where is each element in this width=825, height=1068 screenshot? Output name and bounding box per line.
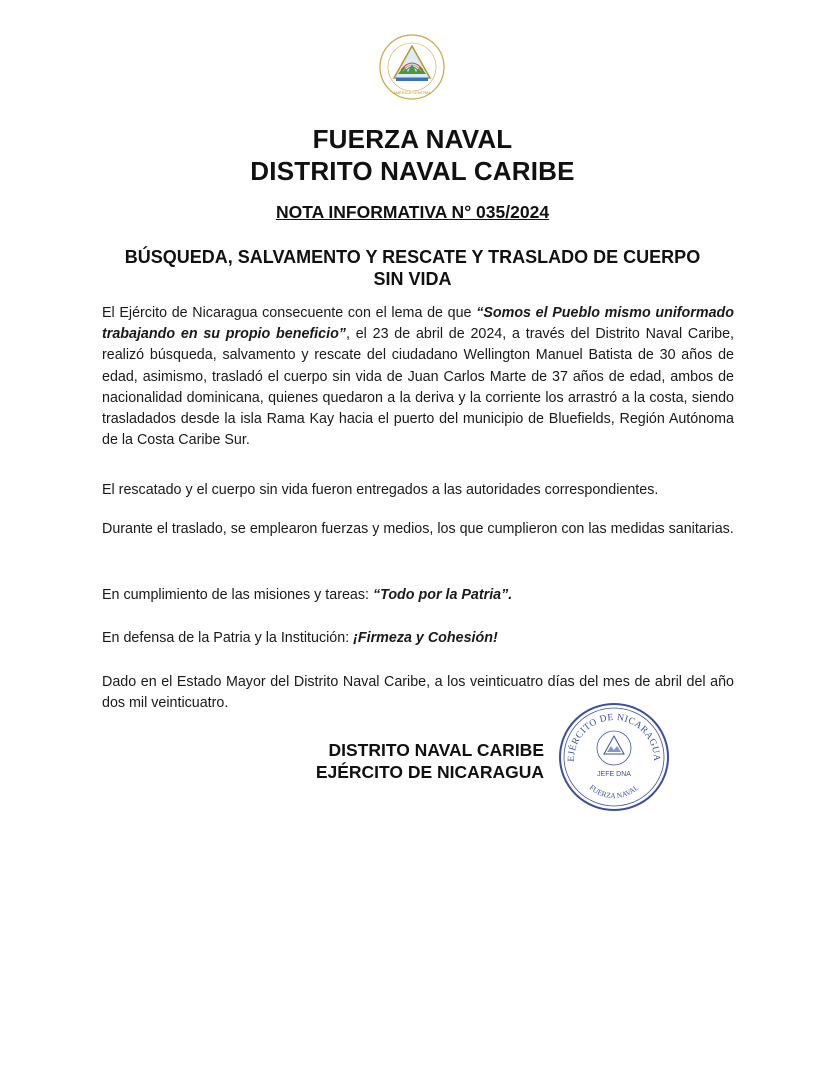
motto-firmeza: ¡Firmeza y Cohesión! [353,630,498,646]
svg-text:JEFE DNA: JEFE DNA [597,771,631,778]
paragraph-defense-intro: En defensa de la Patria y la Institución: [102,630,354,646]
paragraph-delivery: El rescatado y el cuerpo sin vida fueron entregados a las autoridades correspondientes. [102,482,659,498]
paragraph-dated: Dado en el Estado Mayor del Distrito Naval Caribe, a los veinticuatro días del mes de abril del año dos mil veinticuatro. [102,674,734,712]
district-title: DISTRITO NAVAL CARIBE [250,156,575,186]
motto-todo-por-la-patria: “Todo por la Patria”. [372,587,513,603]
paragraph-main-rest: , el 23 de abril de 2024, a través del Distrito Naval Caribe, realizó búsqueda, salvamento y rescate del ciudadano Wellington Manuel Batista de 30 años de edad, asimismo, trasladó el cuerpo sin vida de Juan Carlos Marte de 37 años de edad, ambos de nacionalidad dominicana, quienes quedaron a la deriva y la corriente los arrastró a la costa, siendo trasladados desde la isla Rama Kay hacia el puerto del municipio de Bluefields, Región Autónoma de la Costa Caribe Sur. [102,326,734,449]
svg-text:AMÉRICA CENTRAL: AMÉRICA CENTRAL [393,90,431,95]
subtitle-line-2: SIN VIDA [373,269,452,289]
svg-text:FUERZA NAVAL: FUERZA NAVAL [587,782,641,801]
subtitle-line-1: BÚSQUEDA, SALVAMENTO Y RESCATE Y TRASLADO DE CUERPO [124,247,701,267]
svg-text:EJÉRCITO DE NICARAGUA: EJÉRCITO DE NICARAGUA [566,712,662,762]
coat-of-arms-icon [368,32,456,102]
paragraph-main [102,303,734,451]
institution-title: FUERZA NAVAL [312,124,513,154]
note-number: NOTA INFORMATIVA N° 035/2024 [275,202,550,222]
paragraph-main-intro: El Ejército de Nicaragua consecuente con el lema de que [102,305,477,321]
motto-quote: “Somos el Pueblo mismo uniformado trabajando en su propio beneficio” [102,305,734,343]
paragraph-missions [102,585,734,606]
paragraph-defense [102,628,734,649]
official-seal-icon [556,700,672,814]
signature-line-2: EJÉRCITO DE NICARAGUA [315,762,544,782]
paragraph-missions-intro: En cumplimiento de las misiones y tareas: [102,587,373,603]
document-subtitle [90,246,735,290]
paragraph-transfer: Durante el traslado, se emplearon fuerzas y medios, los que cumplieron con las medidas sanitarias. [102,521,734,537]
signature-line-1: DISTRITO NAVAL CARIBE [328,740,544,760]
